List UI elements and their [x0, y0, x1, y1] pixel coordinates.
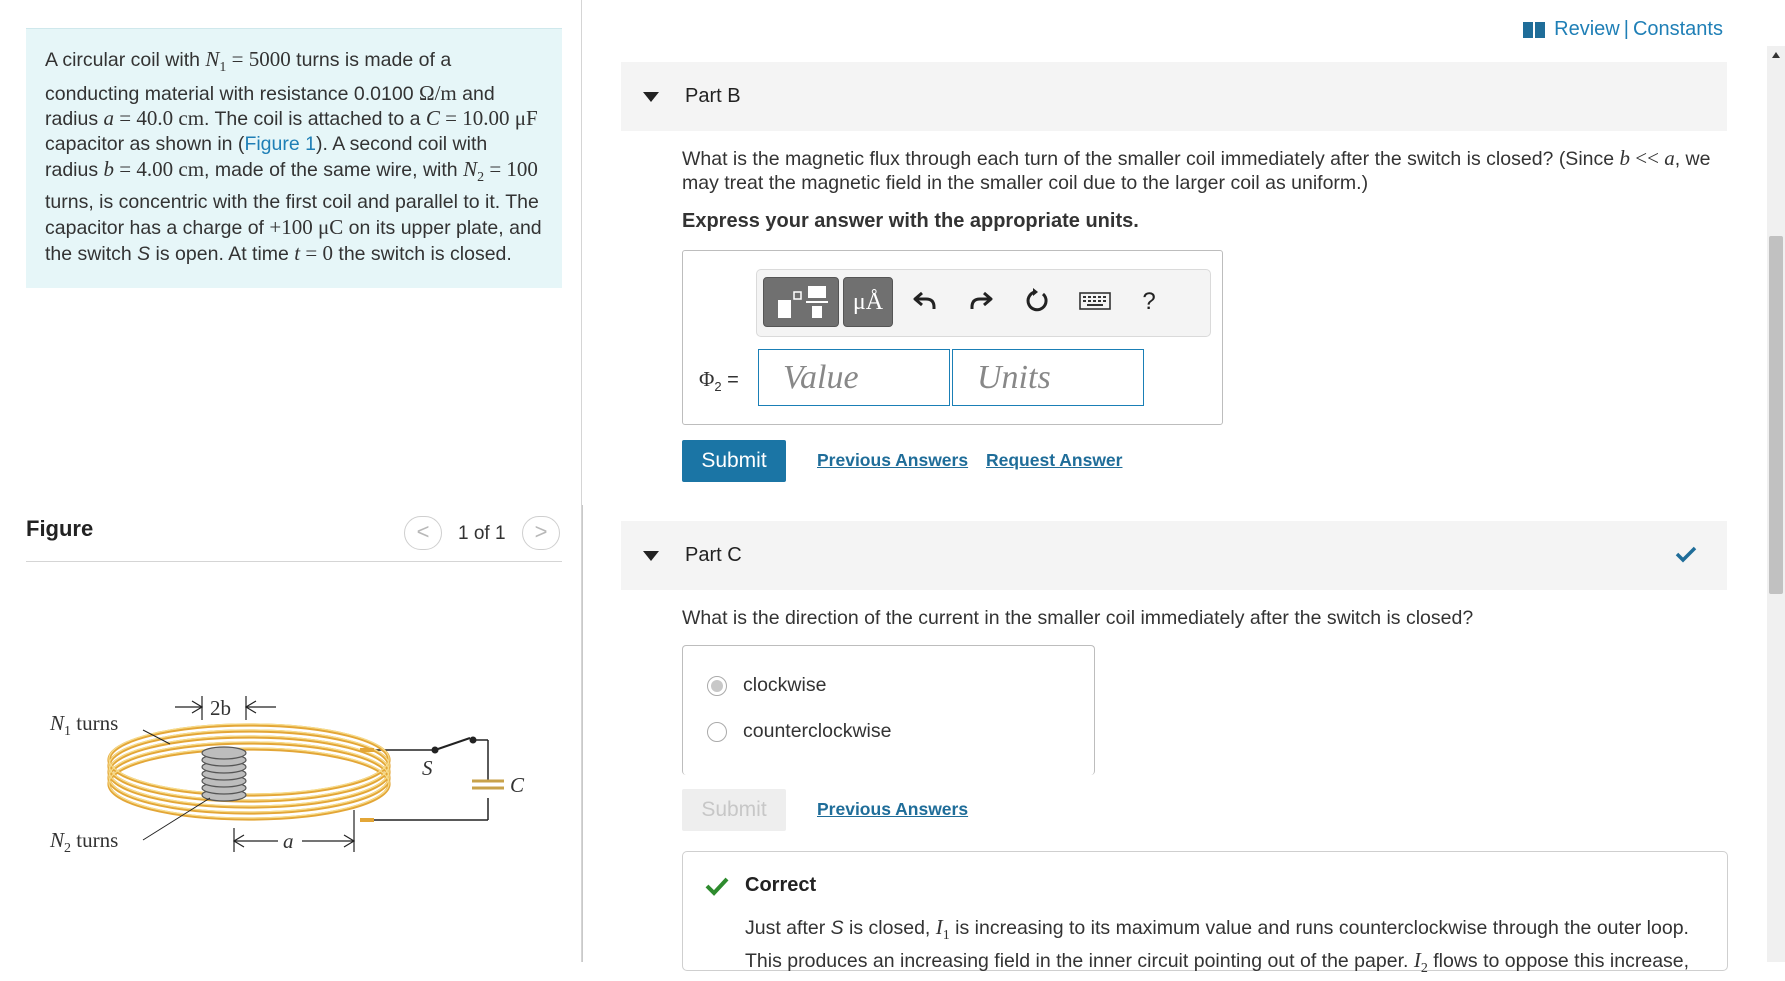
constants-link[interactable]: Constants — [1632, 18, 1723, 40]
coil-circuit-figure — [40, 660, 540, 880]
feedback-text: Just after S is closed, $I_1$ is increasing to its maximum value and runs counterclockwise through the outer loop. This produces an increasing field in the inner circuit pointing out of the paper. $I_2$ flows to oppose this increase, — [745, 915, 1690, 976]
check-icon — [1675, 545, 1697, 563]
value-input[interactable]: Value — [758, 349, 950, 406]
prev-figure-button[interactable] — [404, 516, 442, 550]
part-b-submit-button[interactable]: Submit — [682, 440, 786, 482]
figure-pager-text: 1 of 1 — [458, 523, 506, 544]
figure-header — [26, 510, 562, 562]
problem-statement: A circular coil with $N_1 = 5000$ turns is made of a conducting material with resistance 0.0100 Ω/m and radius a = 40.0 cm. The coil is attached to a C = 10.00 μF capacitor as shown in (Figure 1). A second coil with radius b = 4.00 cm, made of the same wire, with $N_2 = 100$ turns, is concentric with the first coil and parallel to it. The capacitor has a charge of +100 μC on its upper plate, and the switch S is open. At time t = 0 the switch is closed. — [26, 28, 562, 288]
units-input[interactable]: Units — [952, 349, 1144, 406]
part-c-previous-answers-link[interactable]: Previous Answers — [817, 799, 969, 819]
caret-down-icon — [643, 551, 659, 561]
part-c-header[interactable] — [621, 521, 1727, 590]
part-c-title: Part C — [685, 544, 742, 566]
left-panel — [0, 0, 582, 962]
redo-icon[interactable] — [963, 287, 999, 319]
request-answer-link[interactable]: Request Answer — [986, 450, 1123, 470]
choice-clockwise[interactable]: clockwise — [707, 674, 826, 697]
radio-counterclockwise[interactable] — [707, 722, 727, 742]
correct-feedback — [682, 851, 1728, 976]
keyboard-icon[interactable] — [1075, 287, 1115, 317]
scrollbar[interactable] — [1767, 46, 1785, 962]
part-b-header[interactable] — [621, 62, 1727, 131]
help-icon[interactable]: ? — [1142, 288, 1156, 315]
part-b-title: Part B — [685, 85, 741, 107]
radio-clockwise[interactable] — [707, 676, 727, 696]
label-c: C — [510, 773, 525, 797]
label-a: a — [283, 829, 294, 853]
choice-list — [682, 645, 1095, 775]
caret-down-icon — [643, 92, 659, 102]
choice-counterclockwise[interactable]: counterclockwise — [707, 720, 891, 743]
templates-icon — [764, 278, 840, 328]
label-n2-turns: $N_2$ turns — [50, 828, 119, 856]
part-c-question: What is the direction of the current in the smaller coil immediately after the switch is closed? — [682, 607, 1474, 629]
units-button[interactable]: μÅ — [843, 277, 893, 327]
templates-button[interactable] — [763, 277, 839, 327]
correct-check-icon — [705, 876, 729, 896]
figure-link[interactable]: Figure 1 — [244, 133, 316, 155]
figure-title: Figure — [26, 516, 94, 541]
book-icon — [1523, 22, 1545, 38]
part-b-previous-answers-link[interactable]: Previous Answers — [817, 450, 969, 470]
chevron-left-icon: < — [416, 519, 430, 544]
scrollbar-thumb[interactable] — [1769, 236, 1783, 594]
reset-icon[interactable] — [1019, 287, 1055, 321]
undo-icon[interactable] — [907, 287, 943, 319]
review-constants-link[interactable]: Review | Constants — [1523, 18, 1723, 41]
review-link[interactable]: Review — [1554, 18, 1620, 40]
label-n1-turns: $N_1$ turns — [50, 711, 119, 739]
label-s: S — [422, 756, 433, 780]
panel-divider — [582, 505, 583, 962]
answer-box — [682, 250, 1223, 425]
scroll-up-icon[interactable] — [1772, 52, 1780, 58]
math-toolbar — [756, 269, 1211, 337]
part-b-instruction: Express your answer with the appropriate units. — [682, 210, 1139, 232]
feedback-title: Correct — [745, 874, 817, 896]
part-b-question: What is the magnetic flux through each turn of the smaller coil immediately after the switch is closed? (Since b << a, we may treat the magnetic field in the smaller coil due to the larger coil as uniform.) — [682, 146, 1711, 194]
phi-label: $\Phi_2$ = — [699, 367, 739, 394]
part-c-submit-button[interactable]: Submit — [682, 789, 786, 831]
chevron-right-icon: > — [534, 519, 548, 544]
label-2b: 2b — [210, 696, 231, 720]
next-figure-button[interactable] — [522, 516, 560, 550]
